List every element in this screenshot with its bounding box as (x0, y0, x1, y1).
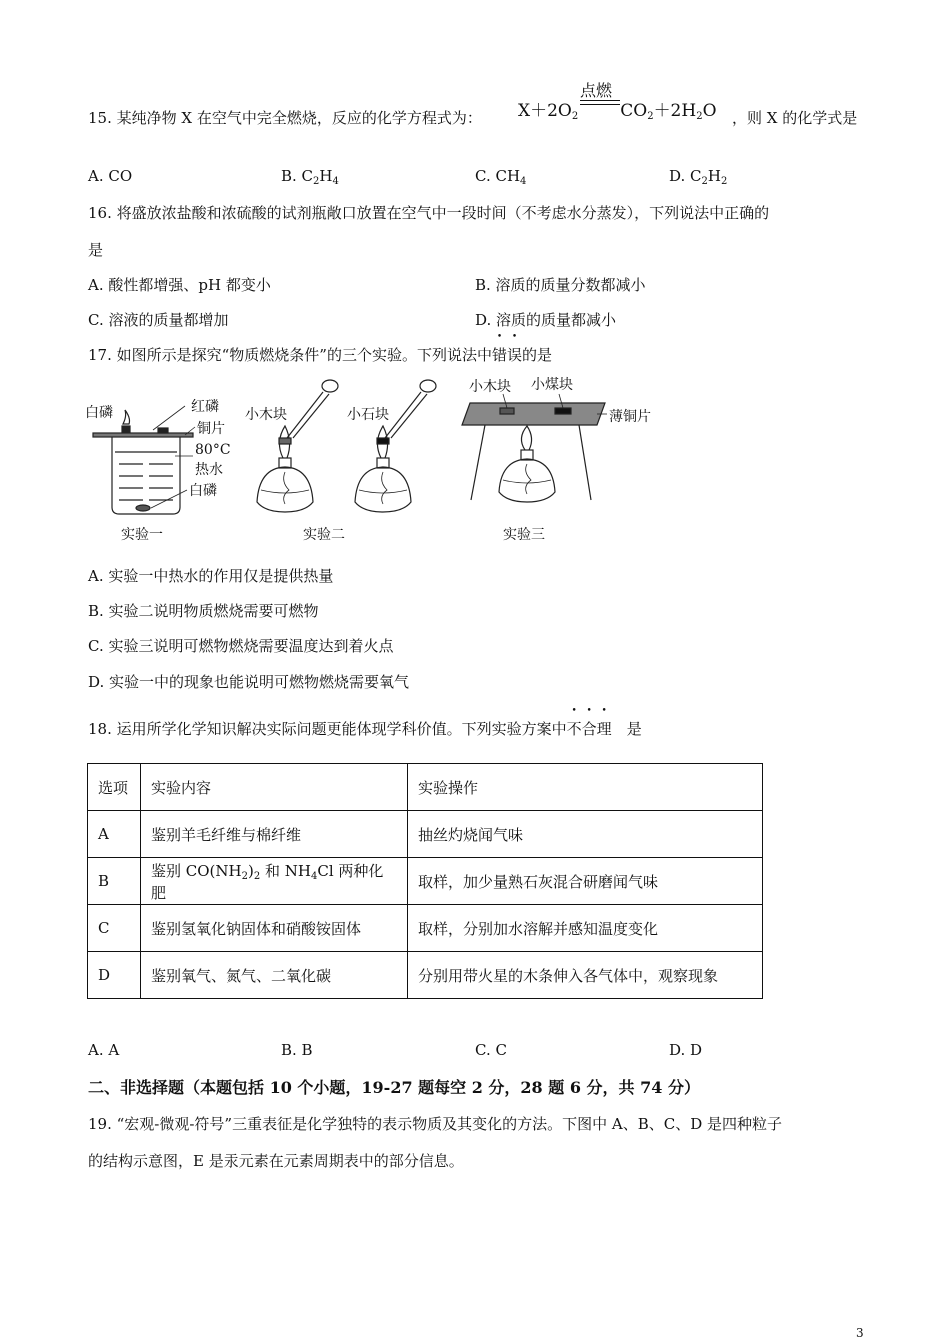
table-header: 实验操作 (408, 764, 763, 811)
q15-equation (518, 78, 728, 128)
table-row (88, 858, 763, 905)
label-white-phosphorus-top: 白磷 (85, 405, 113, 421)
label-stone-block: 小石块 (347, 407, 389, 423)
table-header: 选项 (88, 764, 141, 811)
caption-experiment-2: 实验二 (303, 527, 345, 543)
table-cell: 鉴别氧气、氮气、二氧化碳 (141, 952, 408, 999)
q17-option-d: D. 实验一中的现象也能说明可燃物燃烧需要氧气 (88, 673, 410, 691)
q19-line2: 的结构示意图，E 是汞元素在元素周期表中的部分信息。 (88, 1152, 464, 1170)
table-cell: A (88, 811, 141, 858)
q16-stem-line2: 是 (88, 241, 104, 259)
experiment-illustration (85, 372, 665, 547)
q15-option-c: C. $CH_4$ (475, 167, 527, 187)
table-header-row (88, 764, 763, 811)
q15-option-d: D. $C_2H_2$ (669, 167, 728, 187)
q18-table (87, 763, 763, 999)
q17-option-a: A. 实验一中热水的作用仅是提供热量 (88, 567, 334, 585)
caption-experiment-3: 实验三 (503, 527, 545, 543)
label-hot-water: 热水 (195, 462, 223, 478)
equation-condition: 点燃 (580, 81, 613, 100)
q16-option-d: D. 溶质的质量都减小 (475, 311, 617, 329)
q18-stem: 18. 运用所学化学知识解决实际问题更能体现学科价值。下列实验方案中不合理 是 (88, 720, 642, 738)
table-cell: 取样，加少量熟石灰混合研磨闻气味 (408, 858, 763, 905)
label-white-phosphorus-bottom: 白磷 (189, 483, 217, 499)
table-cell: 鉴别氢氧化钠固体和硝酸铵固体 (141, 905, 408, 952)
table-row (88, 811, 763, 858)
table-cell: C (88, 905, 141, 952)
q18-option-a: A. A (88, 1041, 120, 1059)
table-cell: 取样，分别加水溶解并感知温度变化 (408, 905, 763, 952)
table-cell: 鉴别 $CO(NH_2)_2$ 和 $NH_4Cl$ 两种化肥 (141, 858, 408, 905)
table-row (88, 905, 763, 952)
label-wood-block-3: 小木块 (469, 379, 511, 395)
label-thin-copper: 薄铜片 (609, 409, 651, 425)
q18-option-c: C. C (475, 1041, 507, 1059)
table-cell: B (88, 858, 141, 905)
q15-option-a: A. CO (88, 167, 133, 185)
q17-figure (85, 372, 665, 547)
q18-option-d: D. D (669, 1041, 703, 1059)
q15-stem-tail: ，则 X 的化学式是 (732, 109, 858, 127)
q17-option-c: C. 实验三说明可燃物燃烧需要温度达到着火点 (88, 637, 394, 655)
label-red-phosphorus: 红磷 (191, 399, 219, 415)
q15-option-b: B. $C_2H_4$ (281, 167, 339, 187)
q16-option-c: C. 溶液的质量都增加 (88, 311, 229, 329)
label-temperature: 80°C (195, 442, 231, 458)
q18-option-b: B. B (281, 1041, 313, 1059)
caption-experiment-1: 实验一 (121, 527, 163, 543)
q17-stem: 17. 如图所示是探究“物质燃烧条件”的三个实验。下列说法中错误的是 (88, 346, 553, 364)
q16-stem-line1: 16. 将盛放浓盐酸和浓硫酸的试剂瓶敞口放置在空气中一段时间（不考虑水分蒸发），下列说法中正确的 (88, 204, 770, 222)
table-header: 实验内容 (141, 764, 408, 811)
table-row (88, 952, 763, 999)
page-number: 3 (856, 1326, 864, 1340)
table-cell: 抽丝灼烧闻气味 (408, 811, 763, 858)
q19-line1: 19. “宏观-微观-符号”三重表征是化学独特的表示物质及其变化的方法。下图中 A、B、C、D 是四种粒子 (88, 1115, 782, 1133)
section-heading: 二、非选择题（本题包括 10 个小题，19-27 题每空 2 分，28 题 6 分，共 74 分） (88, 1078, 700, 1097)
table-cell: 鉴别羊毛纤维与棉纤维 (141, 811, 408, 858)
q17-option-b: B. 实验二说明物质燃烧需要可燃物 (88, 602, 319, 620)
q15-stem: 15. 某纯净物 X 在空气中完全燃烧，反应的化学方程式为： (88, 109, 482, 127)
table-cell: 分别用带火星的木条伸入各气体中，观察现象 (408, 952, 763, 999)
label-coal-block: 小煤块 (531, 377, 573, 393)
q16-option-b: B. 溶质的质量分数都减小 (475, 276, 646, 294)
label-copper-sheet: 铜片 (197, 421, 225, 437)
table-cell: D (88, 952, 141, 999)
q16-option-a: A. 酸性都增强、pH 都变小 (88, 276, 271, 294)
label-wood-block: 小木块 (245, 407, 287, 423)
equation-body: $X+2O_2$ $CO_2+2H_2O$ (518, 101, 717, 122)
